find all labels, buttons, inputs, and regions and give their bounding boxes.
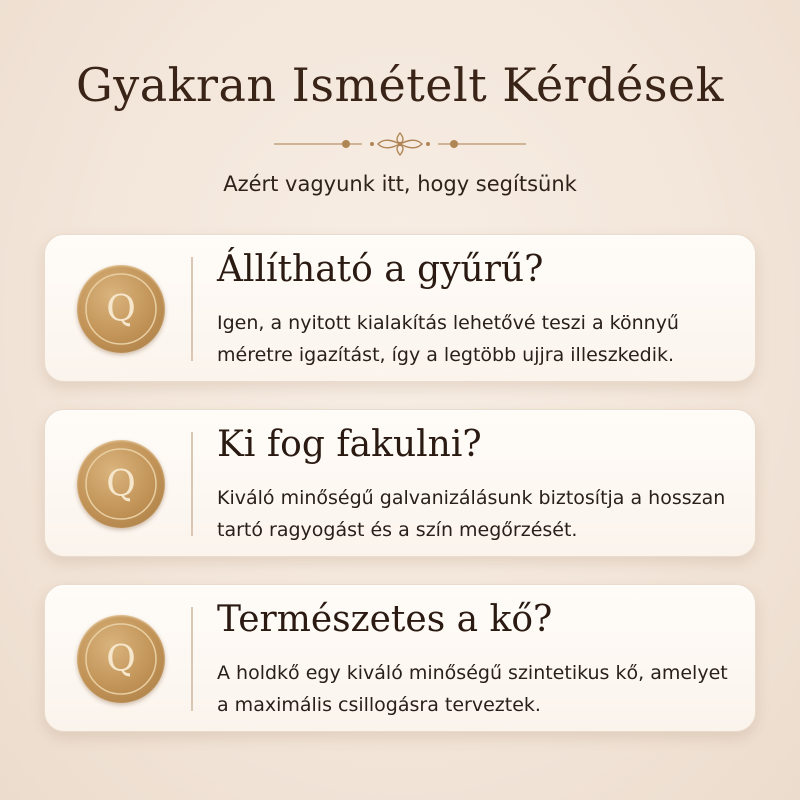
faq-question: Ki fog fakulni? <box>217 424 482 465</box>
svg-text:Q: Q <box>106 639 136 680</box>
ornament-divider-icon <box>270 128 530 160</box>
q-letter-icon <box>77 615 165 703</box>
q-letter-icon <box>77 440 165 528</box>
q-letter-icon <box>77 265 165 353</box>
svg-text:Q: Q <box>106 464 136 505</box>
faq-question: Állítható a gyűrű? <box>217 249 544 290</box>
page-subtitle: Azért vagyunk itt, hogy segítsünk <box>223 172 577 196</box>
faq-answer: A holdkő egy kiváló minőségű szintetikus kő, amelyet a maximális csillogásra terveztek. <box>217 662 728 716</box>
card-divider <box>191 257 193 361</box>
faq-card <box>44 409 756 557</box>
faq-answer: Kiváló minőségű galvanizálásunk biztosítja a hosszan tartó ragyogást és a szín megőrzését. <box>217 487 726 541</box>
faq-card <box>44 234 756 382</box>
faq-question: Természetes a kő? <box>217 599 553 640</box>
page-title: Gyakran Ismételt Kérdések <box>75 58 725 112</box>
card-divider <box>191 607 193 711</box>
card-divider <box>191 432 193 536</box>
svg-text:Q: Q <box>106 289 136 330</box>
faq-card <box>44 584 756 732</box>
faq-answer: Igen, a nyitott kialakítás lehetővé teszi a könnyű méretre igazítást, így a legtöbb ujjra illeszkedik. <box>217 312 679 366</box>
